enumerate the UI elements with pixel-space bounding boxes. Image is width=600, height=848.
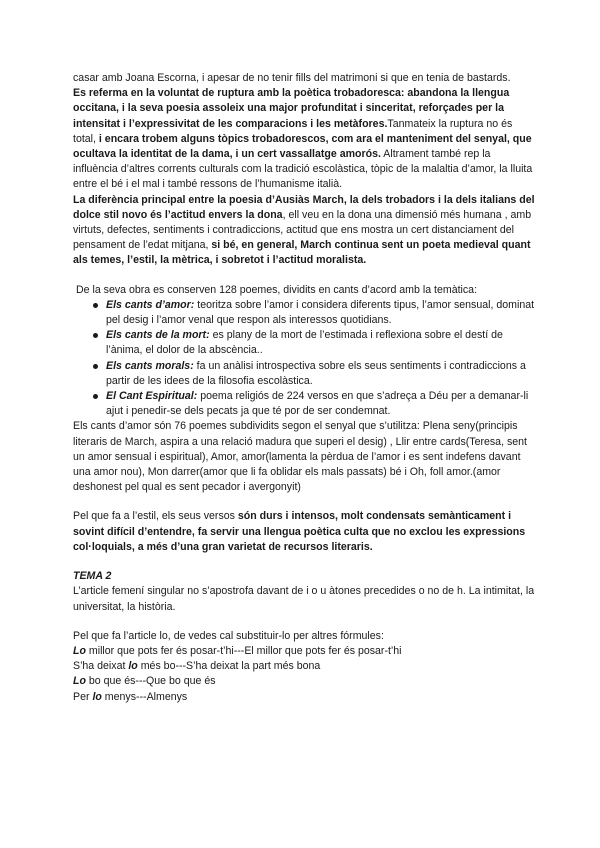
text: Tanmateix la ruptura no és total, [73,117,513,145]
example-line: Per lo menys---Almenys [73,690,188,703]
paragraph-marriage: casar amb Joana Escorna, i apesar de no tenir fills del matrimoni si que en tenia de bastards. [73,72,511,84]
list-item-cants-mort [73,328,535,358]
list-item-text: fa un anàlisi introspectiva sobre els seus sentiments i contradiccions a partir de les idees de la filosofia escolàstica. [106,359,526,387]
list-item-title: El Cant Espiritual: [106,390,198,403]
lo-word: lo [128,660,138,673]
cants-list [73,298,535,420]
list-item-text: es plany de la mort de l’estimada i reflexiona sobre el destí de l’ànima, el dolor de la abscència.. [106,329,503,357]
paragraph-diferencia [73,193,535,269]
text: Pel que fa a l’estil, els seus versos [73,510,238,523]
example-line: S’ha deixat lo més bo---S’ha deixat la part més bona [73,660,321,673]
list-item-title: Els cants morals: [106,359,194,372]
bold-text: i encara trobem alguns tòpics trobadorescos, com ara el manteniment del senyal, que ocultava la identitat de la dama, i un cert vassallatge amorós. [73,132,532,161]
list-item-text: teoritza sobre l’amor i considera diferents tipus, l’amor sensual, dominat pel desig i l’amor venal que respon als interessos quotidians. [106,298,535,327]
bold-text: són durs i intensos, molt condensats semànticament i sovint difícil d’entendre, fa servir una llengua poètica culta que no exclou les expressions col·loquials, a més d’una gran varietat de recursos literaris. [73,510,526,553]
paragraph-ruptura [73,86,535,192]
example-line: Lo bo que és---Que bo que és [73,675,216,688]
list-item-text: poema religiós de 224 versos en que s’adreça a Déu per a demanar-li ajut i penedir-se dels pecats ja que té por de ser condemnat. [106,390,529,418]
bold-text: La diferència principal entre la poesia d’Ausiàs March, la dels trobadors i la dels italians del dolce stil novo és l’actitud envers la dona [73,193,535,221]
lo-word: Lo [73,675,86,688]
paragraph-article-femeni: L’article femení singular no s’apostrofa davant de i o u àtones precedides o no de h. La intimitat, la universitat, la història. [73,585,535,613]
bold-text: Es referma en la voluntat de ruptura amb la poètica trobadoresca: abandona la llengua occitana, i la seva poesia assoleix una major profunditat i sinceritat, reforçades per la intensitat i l’expressivitat de les comparacions i les metàfores. [73,87,510,130]
list-item-title: Els cants de la mort: [106,329,210,342]
example-line: Lo millor que pots fer és posar-t’hi---El millor que pots fer és posar-t’hi [73,644,402,657]
list-item-title: Els cants d’amor: [106,298,195,311]
section-heading-tema: TEMA 2 [73,570,112,583]
lo-word: lo [92,690,102,703]
text: , ell veu en la dona una dimensió més humana , amb virtuts, defectes, sentiments i contradiccions, actitud que ens mostra un cert distanciament del pensament de l’edat mitjana, [73,208,532,252]
list-item-cants-amor [73,298,535,328]
list-item-cants-morals [73,359,535,389]
paragraph-article-lo: Pel que fa l’article lo, de vedes cal substituir-lo per altres fórmules: [73,629,384,642]
bold-text: si bé, en general, March continua sent un poeta medieval quant als temes, l’estil, la mètrica, i sobretot i l’actitud moralista. [73,239,531,267]
paragraph-obra: De la seva obra es conserven 128 poemes, dividits en cants d’acord amb la temàtica: [76,283,478,296]
paragraph-cants-amor: Els cants d’amor són 76 poemes subdividits segon el senyal que s’utilitza: Plena seny(principis literaris de March, aspira a una relació madura que superi el desig) , Llir entre cards(Teresa, sent un amor sensual i espiritual), Amor, amor(lamenta la pèrdua de l’amor i es sent indefens davant una amor nou), Mon darrer(amor que li fa oblidar els mals passats) bé i Oh, foll amor.(amor deshonest pel qual es sent pecador i avergonyit) [73,420,527,494]
lo-word: Lo [73,644,86,657]
paragraph-estil [73,509,535,555]
document-body [73,71,535,705]
list-item-cant-espiritual [73,389,535,419]
text: Altrament també rep la influència d’altres corrents culturals com la tradició escolàstica, tòpic de la malaltia d’amor, la lluita entre el bé i el mal i també ressons de l’humanisme italià. [73,148,533,191]
